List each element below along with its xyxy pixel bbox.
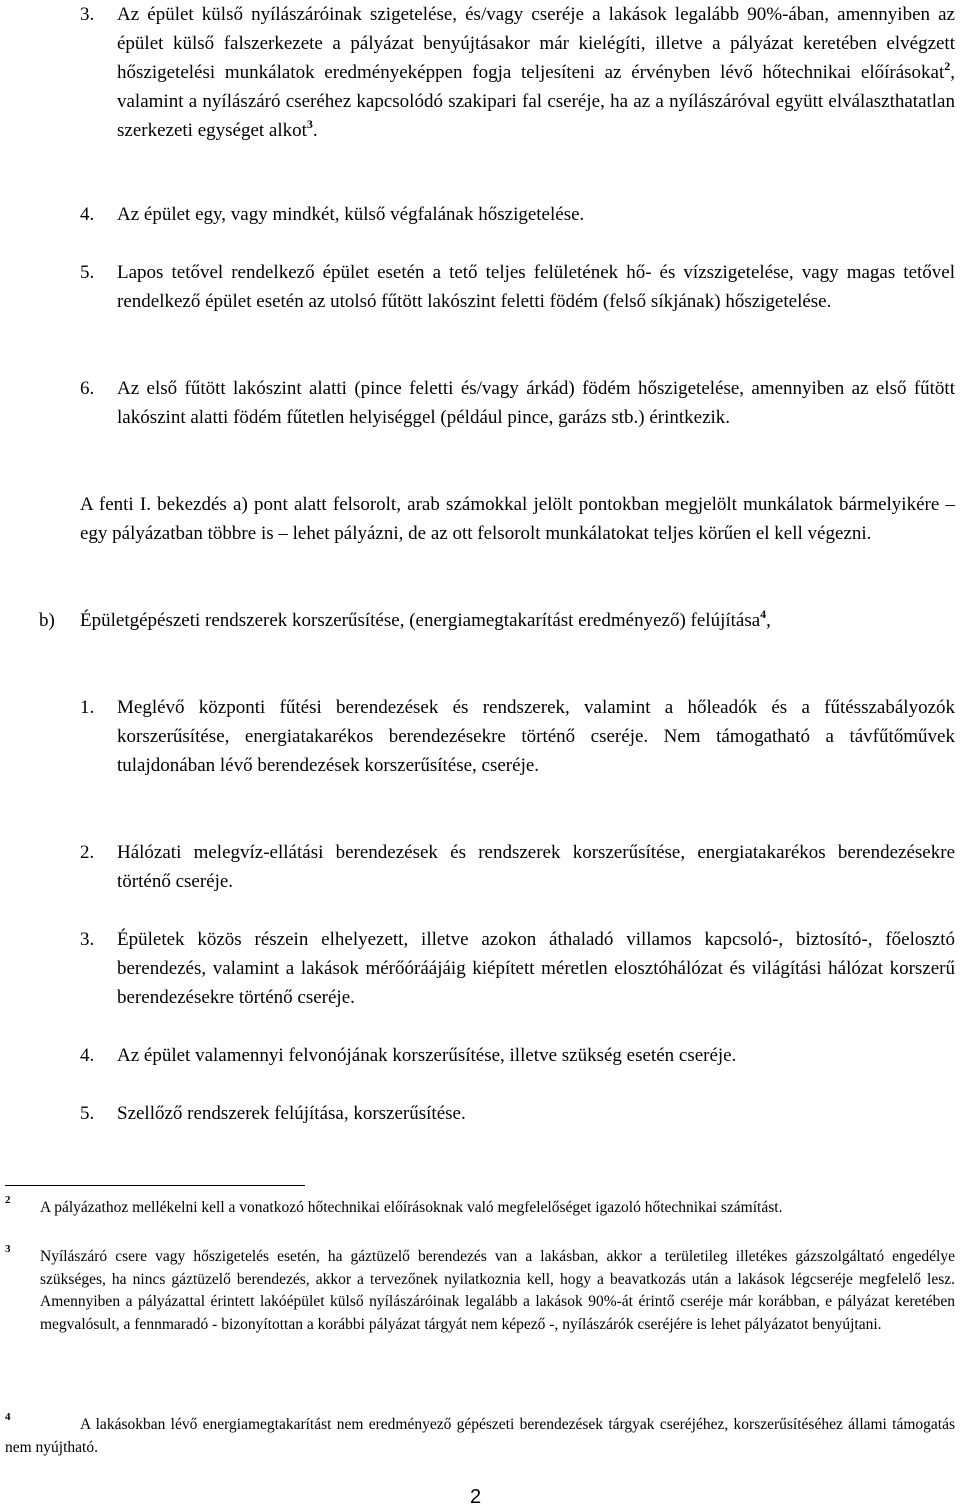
item-text: Meglévő központi fűtési berendezések és rendszerek, valamint a hőleadók és a fűtésszabályozók korszerűsítése, energiatakarékos berendezésekre történő cseréje. Nem támogatható a távfűtőművek tulajdonában lévő berendezések korszerűsítése, cseréje. — [117, 697, 955, 776]
list-item — [80, 200, 955, 229]
footnote-mark: 3 — [5, 1243, 11, 1255]
item-text: Szellőző rendszerek felújítása, korszerűsítése. — [117, 1103, 466, 1124]
item-number: 4. — [80, 204, 95, 225]
item-number: 3. — [80, 4, 95, 25]
list-item — [80, 693, 955, 780]
list-item — [80, 1099, 955, 1128]
footnote-text: Nyílászáró csere vagy hőszigetelés esetén, ha gáztüzelő berendezés van a lakásban, akkor a területileg illetékes gázszolgáltató engedélye szükséges, ha nincs gáztüzelő berendezés, akkor a tervezőnek nyilatkoznia kell, hogy a beavatkozás után a lakások légcseréje megfelelő lesz. Amennyiben a pályázattal érintett lakóépület külső nyílászáróinak legalább a lakások 90%-át érintő cseréje már korábban, e pályázat keretében megvalósult, a fennmaradó - bizonyítottan a korábbi pályázat tárgyát nem képező -, nyílászárók cseréjére is lehet pályázatot benyújtani. — [40, 1248, 955, 1333]
list-item — [80, 0, 955, 145]
footnote — [5, 1411, 955, 1459]
list-item — [80, 1041, 955, 1070]
footnote-mark: 2 — [5, 1194, 11, 1206]
footnote-mark: 4 — [5, 1411, 11, 1423]
footnote — [5, 1243, 955, 1336]
item-number: 4. — [80, 1045, 95, 1066]
section-b-heading — [39, 606, 955, 635]
list-item — [80, 374, 955, 432]
item-text: Az első fűtött lakószint alatti (pince feletti és/vagy árkád) födém hőszigetelése, amennyiben az első fűtött lakószint alatti födém fűtetlen helyiséggel (például pince, garázs stb.) érintkezik. — [117, 378, 955, 428]
item-number: 2. — [80, 842, 95, 863]
section-text: Épületgépészeti rendszerek korszerűsítése, (energiamegtakarítást eredményező) felújítása$^4$, — [80, 607, 771, 631]
item-text: Az épület valamennyi felvonójának korszerűsítése, illetve szükség esetén cseréje. — [117, 1045, 737, 1066]
footnote-separator — [5, 1185, 305, 1186]
item-text: Épületek közös részein elhelyezett, illetve azokon áthaladó villamos kapcsoló-, biztosító-, főelosztó berendezés, valamint a lakások mérőóráájáig kiépített méretlen elosztóhálózat és világítási hálózat korszerű berendezésekre történő cseréje. — [117, 929, 955, 1008]
item-number: 5. — [80, 1103, 95, 1124]
item-number: 6. — [80, 378, 95, 399]
item-text: Az épület külső nyílászáróinak szigetelése, és/vagy cseréje a lakások legalább 90%-ában, amennyiben az épület külső falszerkezete a pályázat benyújtásakor már kielégíti, illetve a pályázat keretében elvégzett hőszigetelési munkálatok eredményeképpen fogja teljesíteni az érvényben lévő hőtechnikai előírásokat$^2$, valamint a nyílászáró cseréhez kapcsolódó szakipari fal cseréje, ha az a nyílászáróval együtt elválaszthatatlan szerkezeti egységet alkot$^3$. — [117, 4, 955, 141]
list-item — [80, 258, 955, 316]
footnote-ref[interactable]: 2 — [944, 59, 951, 73]
item-number: 1. — [80, 697, 95, 718]
item-text: Az épület egy, vagy mindkét, külső végfalának hőszigetelése. — [117, 204, 585, 225]
footnote-ref[interactable]: 4 — [760, 607, 767, 621]
item-number: 3. — [80, 929, 95, 950]
page-number: 2 — [470, 1486, 482, 1508]
footnote-text: A pályázathoz mellékelni kell a vonatkozó hőtechnikai előírásoknak való megfelelőséget igazoló hőtechnikai számítást. — [40, 1199, 783, 1216]
closing-paragraph: A fenti I. bekezdés a) pont alatt felsorolt, arab számokkal jelölt pontokban megjelölt munkálatok bármelyikére – egy pályázatban többre is – lehet pályázni, de az ott felsorolt munkálatokat teljes körűen el kell végezni. — [80, 494, 955, 544]
footnote-ref[interactable]: 3 — [306, 117, 313, 131]
footnote-text: A lakásokban lévő energiamegtakarítást nem eredményező gépészeti berendezések tárgyak cseréjéhez, korszerűsítéséhez állami támogatás nem nyújtható. — [5, 1416, 955, 1456]
footnote — [5, 1194, 955, 1220]
list-item — [80, 838, 955, 896]
item-number: 5. — [80, 262, 95, 283]
item-text: Hálózati melegvíz-ellátási berendezések és rendszerek korszerűsítése, energiatakarékos berendezésekre történő cseréje. — [117, 842, 955, 892]
list-item — [80, 925, 955, 1012]
section-label: b) — [39, 610, 55, 631]
item-text: Lapos tetővel rendelkező épület esetén a tető teljes felületének hő- és vízszigetelése, vagy magas tetővel rendelkező épület esetén az utolsó fűtött lakószint feletti födém (felső síkjának) hőszigetelése. — [117, 262, 955, 312]
